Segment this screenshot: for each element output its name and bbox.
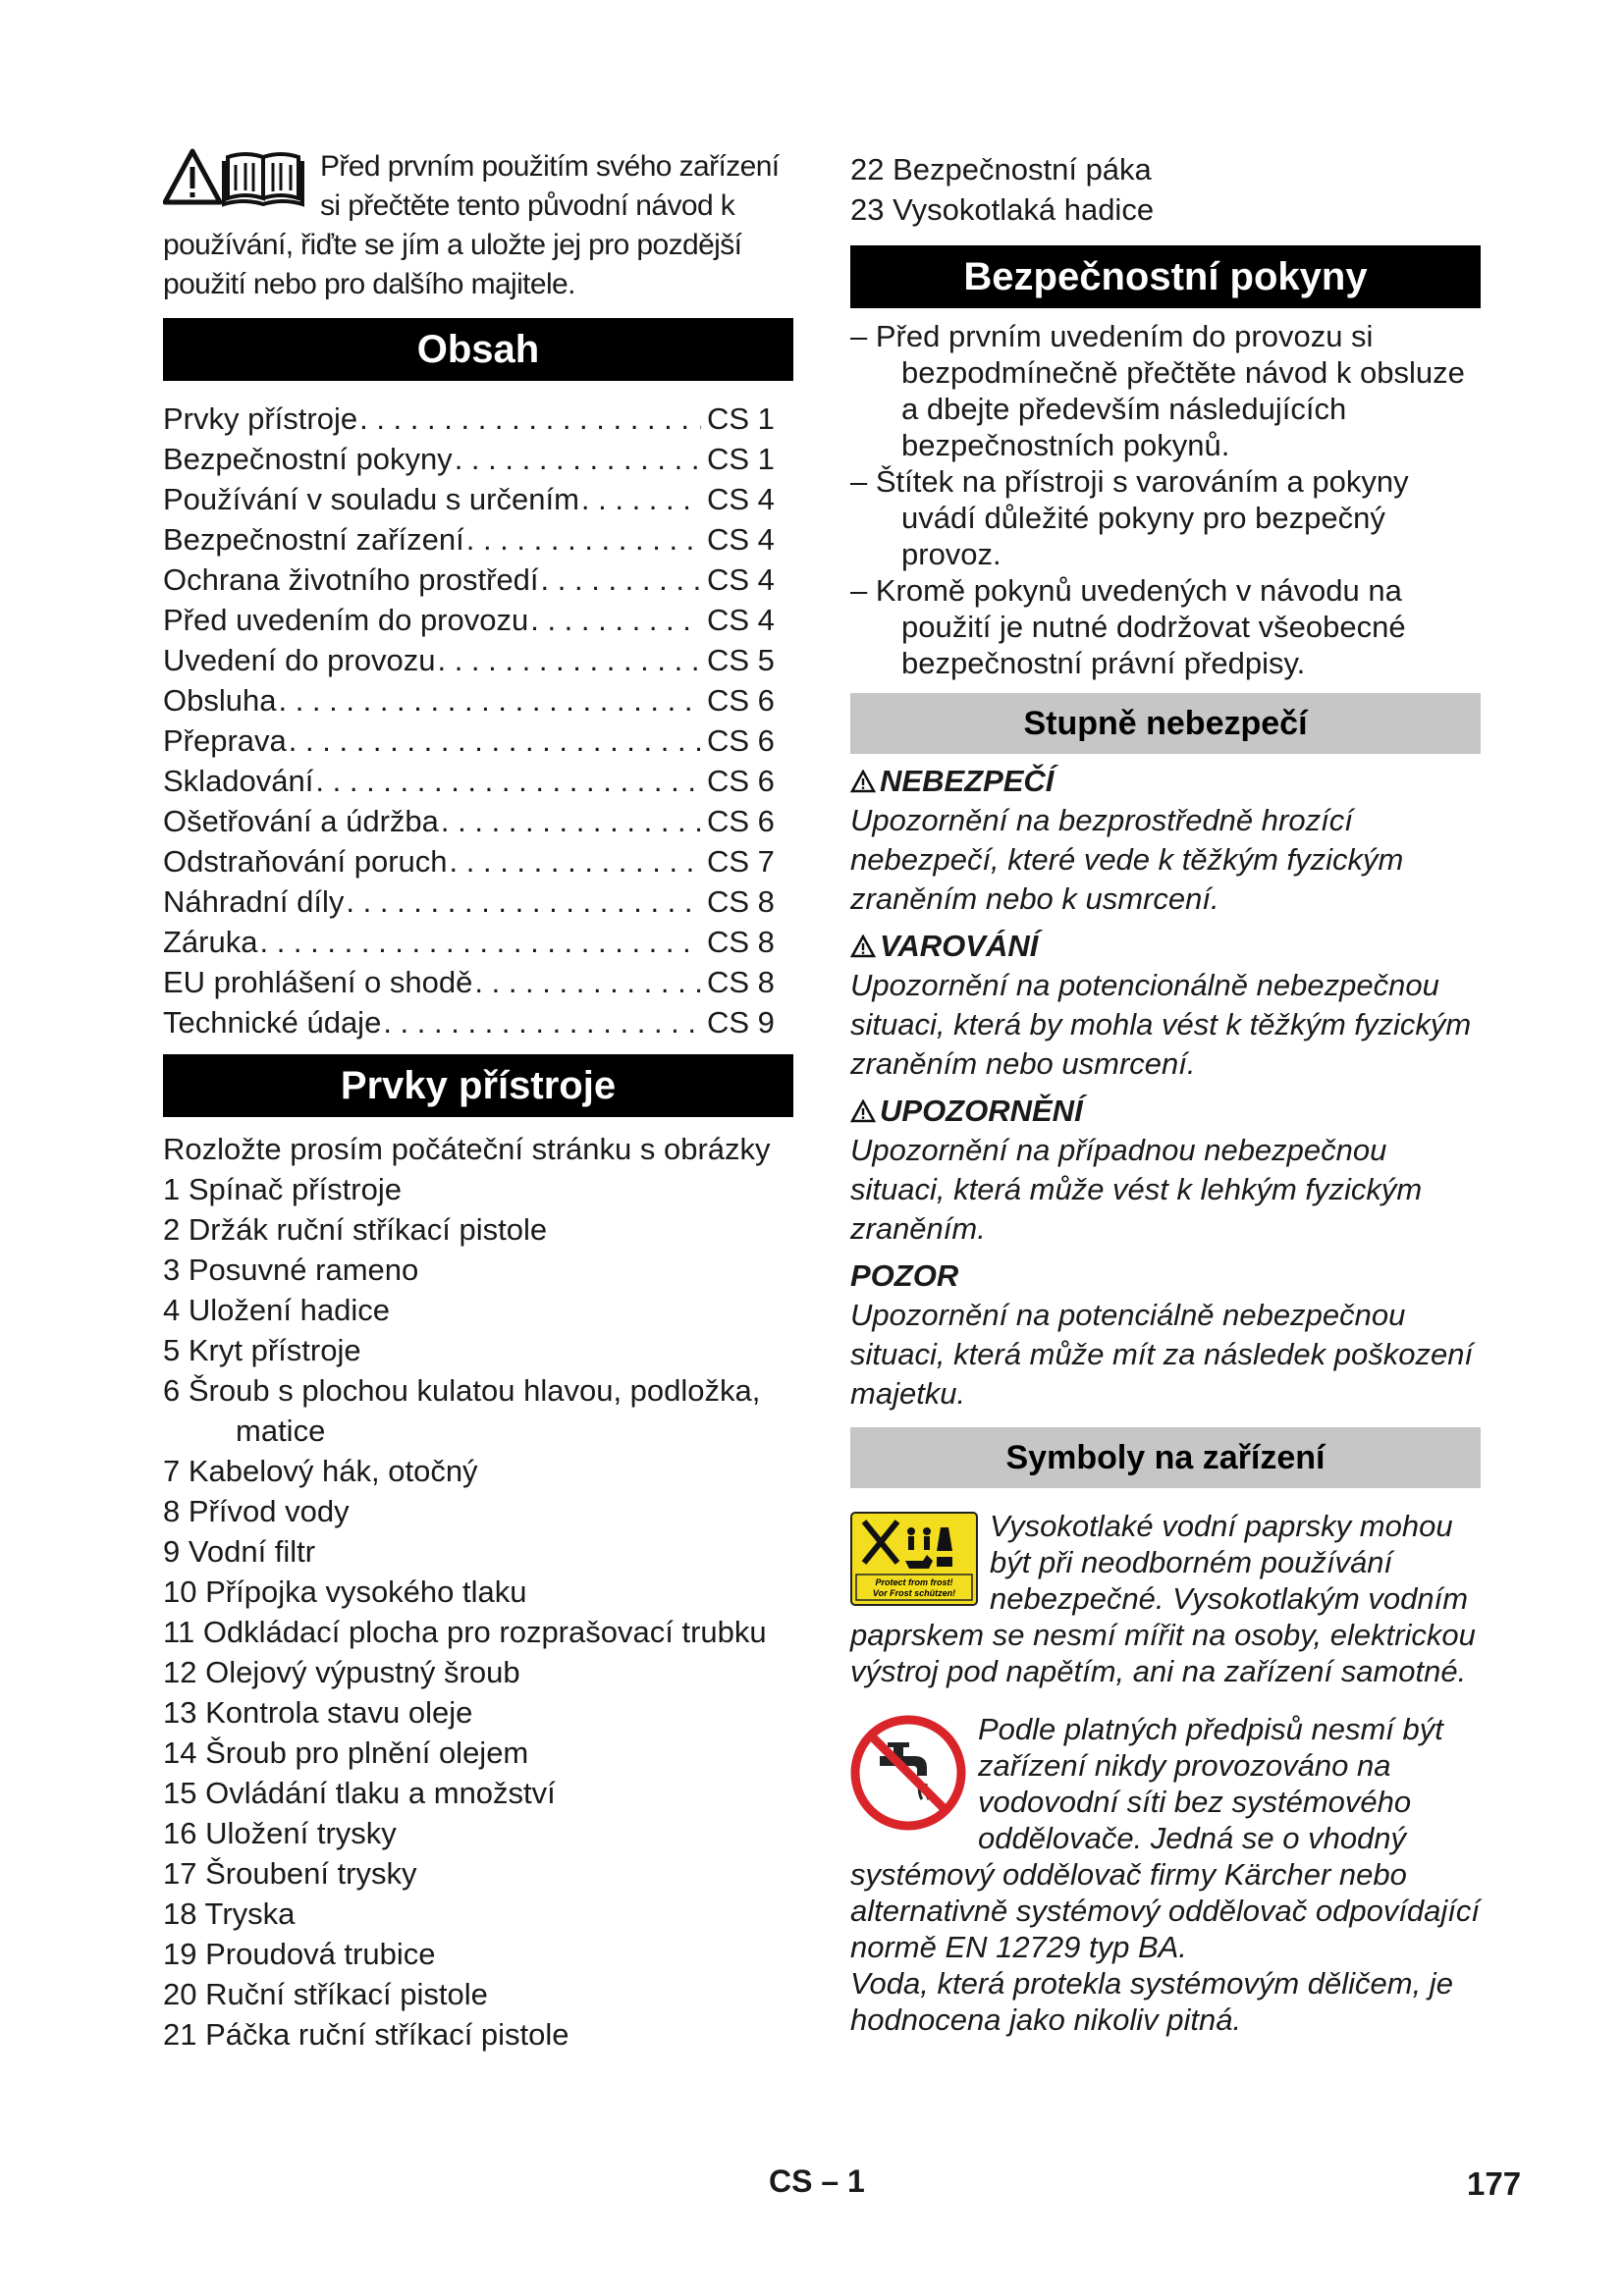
part-item [850, 189, 1481, 230]
safety-bullets [850, 318, 1481, 681]
toc-entry-page: CS 4 [707, 603, 775, 637]
toc-leader-dots [315, 761, 701, 801]
part-number: 7 [163, 1454, 181, 1488]
part-item [163, 1330, 793, 1370]
part-item [163, 1612, 793, 1652]
safety-bullet: – Před prvním uvedením do provozu si bezpodmínečně přečtěte návod k obsluze a dbejte především následujících bezpečnostních pokynů. [850, 319, 1465, 462]
toc-entry [163, 922, 793, 962]
part-label: Uložení hadice [188, 1293, 390, 1327]
part-number: 12 [163, 1655, 197, 1689]
toc-leader-dots [441, 801, 701, 841]
danger-levels-list [850, 762, 1481, 1414]
part-item [163, 1531, 793, 1572]
toc-leader-dots [359, 399, 701, 439]
symbol-no-mains-water-text: Podle platných předpisů nesmí být zařízení nikdy provozováno na vodovodní síti bez systémového oddělovače. Jedná se o vhodný systémový oddělovač firmy Kärcher nebo alternativně systémový oddělovač odpovídající normě EN 12729 typ BA. [850, 1712, 1481, 1964]
toc-entry [163, 881, 793, 922]
danger-level-label [850, 927, 1481, 966]
part-label: Šroubení trysky [205, 1856, 417, 1891]
part-label: Držák ruční stříkací pistole [188, 1212, 548, 1247]
part-number: 15 [163, 1776, 197, 1810]
toc-entry [163, 640, 793, 680]
part-item [163, 1652, 793, 1692]
toc-leader-dots [466, 519, 701, 560]
part-number: 16 [163, 1816, 197, 1850]
toc-entry-page: CS 4 [707, 482, 775, 516]
danger-level-name: NEBEZPEČÍ [880, 764, 1055, 798]
toc-leader-dots [530, 600, 701, 640]
part-label: Ovládání tlaku a množství [205, 1776, 556, 1810]
danger-level-text: Upozornění na případnou nebezpečnou situaci, která může vést k lehkým fyzickým zraněním. [850, 1133, 1423, 1246]
left-column [163, 147, 793, 2055]
toc-entry-title: Odstraňování poruch [163, 844, 448, 879]
toc-entry [163, 680, 793, 721]
part-number: 4 [163, 1293, 181, 1327]
part-label: Kabelový hák, otočný [188, 1454, 478, 1488]
danger-level-label [850, 1092, 1481, 1131]
toc-entry-page: CS 4 [707, 522, 775, 557]
part-number: 20 [163, 1977, 197, 2011]
danger-levels-heading: Stupně nebezpečí [850, 693, 1481, 754]
toc-entry [163, 439, 793, 479]
parts-list-continued [850, 149, 1481, 230]
toc-entry-title: Přeprava [163, 723, 287, 758]
symbol-item-no-mains-water [850, 1711, 1481, 2038]
part-item [163, 1572, 793, 1612]
toc-entry-title: Uvedení do provozu [163, 643, 436, 677]
part-item [163, 1250, 793, 1290]
toc-entry-title: Ošetřování a údržba [163, 804, 439, 838]
part-number: 17 [163, 1856, 197, 1891]
warning-triangle-icon [850, 770, 876, 793]
toc-entry-title: Prvky přístroje [163, 401, 358, 436]
warning-triangle-icon [165, 151, 220, 202]
safety-bullet: – Kromě pokynů uvedených v návodu na použití je nutné dodržovat všeobecné bezpečnostní právní předpisy. [850, 573, 1406, 680]
toc-entry [163, 399, 793, 439]
toc-entry-title: Používání v souladu s určením [163, 482, 579, 516]
toc-entry [163, 761, 793, 801]
safety-bullet-text: Před prvním uvedením do provozu si bezpodmínečně přečtěte návod k obsluze a dbejte především následujících bezpečnostních pokynů. [875, 319, 1465, 462]
toc-leader-dots [437, 640, 701, 680]
part-label: Proudová trubice [205, 1937, 436, 1971]
toc-leader-dots [581, 479, 701, 519]
toc-entry-title: Skladování [163, 764, 314, 798]
part-item [163, 1813, 793, 1853]
danger-level-text: Upozornění na bezprostředně hrozící nebezpečí, které vede k těžkým fyzickým zraněním nebo k usmrcení. [850, 803, 1404, 916]
part-number: 19 [163, 1937, 197, 1971]
toc-entry-page: CS 1 [707, 442, 775, 476]
part-label: Ruční stříkací pistole [205, 1977, 488, 2011]
part-item [163, 1773, 793, 1813]
footer-page-number: 177 [1467, 2165, 1522, 2202]
toc-leader-dots [474, 962, 701, 1002]
danger-level-text: Upozornění na potenciálně nebezpečnou situaci, která může mít za následek poškození majetku. [850, 1298, 1474, 1411]
toc-leader-dots [541, 560, 701, 600]
part-number: 8 [163, 1494, 181, 1528]
toc-entry-title: Ochrana životního prostředí [163, 562, 539, 597]
part-number: 6 [163, 1373, 181, 1408]
toc-entry [163, 479, 793, 519]
part-number: 5 [163, 1333, 181, 1367]
part-number: 2 [163, 1212, 181, 1247]
part-label: Šroub s plochou kulatou hlavou, podložka, matice [188, 1373, 761, 1448]
toc-entry-page: CS 8 [707, 965, 775, 999]
part-item [163, 1209, 793, 1250]
toc-entry-page: CS 6 [707, 804, 775, 838]
toc-entry-page: CS 1 [707, 401, 775, 436]
toc-entry-title: Bezpečnostní zařízení [163, 522, 464, 557]
part-number: 14 [163, 1735, 197, 1770]
part-number: 9 [163, 1534, 181, 1569]
part-number: 10 [163, 1575, 197, 1609]
warning-triangle-icon [850, 1099, 876, 1123]
no-mains-water-icon [850, 1715, 966, 1831]
book-icon [224, 154, 302, 204]
symbols-heading: Symboly na zařízení [850, 1427, 1481, 1488]
danger-level-label [850, 1256, 1481, 1296]
part-item [163, 2014, 793, 2055]
part-label: Uložení trysky [205, 1816, 397, 1850]
toc-list [163, 399, 793, 1042]
part-label: Spínač přístroje [188, 1172, 402, 1206]
parts-list [163, 1169, 793, 2055]
toc-entry [163, 560, 793, 600]
device-elements-heading: Prvky přístroje [163, 1054, 793, 1117]
safety-bullet: – Štítek na přístroji s varováním a pokyny uvádí důležité pokyny pro bezpečný provoz. [850, 464, 1409, 571]
toc-leader-dots [259, 922, 701, 962]
danger-level-name: VAROVÁNÍ [880, 929, 1039, 963]
part-label: Olejový výpustný šroub [205, 1655, 520, 1689]
symbol-no-mains-water-note: Voda, která protekla systémovým děličem, je hodnocena jako nikoliv pitná. [850, 1966, 1453, 2037]
part-label: Odkládací plocha pro rozprašovací trubku [202, 1615, 767, 1649]
part-label: Kontrola stavu oleje [205, 1695, 473, 1730]
part-label: Přívod vody [188, 1494, 350, 1528]
safety-bullet-text: Štítek na přístroji s varováním a pokyny uvádí důležité pokyny pro bezpečný provoz. [875, 464, 1409, 571]
part-label: Kryt přístroje [188, 1333, 361, 1367]
toc-entry-page: CS 6 [707, 683, 775, 718]
toc-leader-dots [289, 721, 701, 761]
part-item [163, 1733, 793, 1773]
part-number: 18 [163, 1896, 197, 1931]
toc-entry-page: CS 7 [707, 844, 775, 879]
part-number: 3 [163, 1253, 181, 1287]
toc-entry [163, 519, 793, 560]
safety-bullet-text: Kromě pokynů uvedených v návodu na použití je nutné dodržovat všeobecné bezpečnostní právní předpisy. [875, 573, 1406, 680]
toc-entry-title: Záruka [163, 925, 258, 959]
toc-entry [163, 1002, 793, 1042]
toc-entry-title: Bezpečnostní pokyny [163, 442, 453, 476]
safety-heading: Bezpečnostní pokyny [850, 245, 1481, 308]
part-number: 21 [163, 2017, 197, 2052]
part-label: Šroub pro plnění olejem [205, 1735, 529, 1770]
part-item [850, 149, 1481, 189]
part-number: 11 [163, 1615, 195, 1649]
toc-leader-dots [346, 881, 701, 922]
toc-entry-title: Náhradní díly [163, 884, 345, 919]
footer-section: CS [769, 2163, 813, 2199]
part-number: 1 [163, 1172, 181, 1206]
danger-level-text: Upozornění na potencionálně nebezpečnou situaci, která by mohla vést k těžkým fyzickým zraněním nebo usmrcení. [850, 968, 1472, 1081]
part-label: Přípojka vysokého tlaku [205, 1575, 527, 1609]
toc-entry-page: CS 4 [707, 562, 775, 597]
symbol-item-high-pressure [850, 1508, 1481, 1689]
toc-entry [163, 962, 793, 1002]
danger-level-label [850, 762, 1481, 801]
toc-entry [163, 600, 793, 640]
warning-triangle-icon [850, 934, 876, 958]
toc-entry-title: EU prohlášení o shodě [163, 965, 473, 999]
high-pressure-sticker-icon [850, 1512, 978, 1606]
toc-heading: Obsah [163, 318, 793, 381]
part-item [163, 1370, 793, 1451]
intro-notice [163, 147, 793, 304]
part-item [163, 1934, 793, 1974]
footer-section-marker [769, 2163, 865, 2200]
toc-leader-dots [278, 680, 701, 721]
toc-entry-page: CS 6 [707, 764, 775, 798]
toc-entry-page: CS 6 [707, 723, 775, 758]
right-column [850, 149, 1481, 2038]
part-item [163, 1290, 793, 1330]
part-label: Tryska [204, 1896, 296, 1931]
sticker-text-2: Vor Frost schützen! [872, 1588, 956, 1598]
part-item [163, 1491, 793, 1531]
part-label: Vysokotlaká hadice [893, 192, 1155, 227]
device-elements-intro: Rozložte prosím počáteční stránku s obrázky [163, 1132, 771, 1166]
footer-page-marker: – 1 [821, 2163, 865, 2199]
toc-leader-dots [455, 439, 701, 479]
part-label: Posuvné rameno [188, 1253, 419, 1287]
toc-entry [163, 841, 793, 881]
toc-entry [163, 801, 793, 841]
toc-entry-title: Obsluha [163, 683, 277, 718]
toc-leader-dots [383, 1002, 701, 1042]
intro-text: Před prvním použitím svého zařízení si přečtěte tento původní návod k používání, řiďte se jím a uložte jej pro pozdější použití nebo pro dalšího majitele. [163, 150, 780, 300]
toc-entry-title: Před uvedením do provozu [163, 603, 529, 637]
part-item [163, 1894, 793, 1934]
toc-entry-page: CS 5 [707, 643, 775, 677]
toc-leader-dots [450, 841, 701, 881]
part-item [163, 1692, 793, 1733]
sticker-text-1: Protect from frost! [875, 1577, 953, 1587]
danger-level-name: POZOR [850, 1258, 959, 1293]
toc-entry [163, 721, 793, 761]
part-item [163, 1451, 793, 1491]
part-number: 13 [163, 1695, 197, 1730]
part-item [163, 1169, 793, 1209]
intro-icons [163, 147, 310, 226]
part-label: Páčka ruční stříkací pistole [205, 2017, 569, 2052]
part-label: Vodní filtr [188, 1534, 316, 1569]
toc-entry-page: CS 9 [707, 1005, 775, 1040]
toc-entry-page: CS 8 [707, 925, 775, 959]
danger-level-name: UPOZORNĚNÍ [880, 1094, 1083, 1128]
part-item [163, 1974, 793, 2014]
part-label: Bezpečnostní páka [893, 152, 1152, 187]
toc-entry-title: Technické údaje [163, 1005, 382, 1040]
part-number: 22 [850, 152, 885, 187]
toc-entry-page: CS 8 [707, 884, 775, 919]
part-item [163, 1853, 793, 1894]
symbol-high-pressure-text: Vysokotlaké vodní paprsky mohou být při neodborném používání nebezpečné. Vysokotlakým vodním paprskem se nesmí mířit na osoby, elektrickou výstroj pod napětím, ani na zařízení samotné. [850, 1509, 1476, 1688]
part-number: 23 [850, 192, 885, 227]
